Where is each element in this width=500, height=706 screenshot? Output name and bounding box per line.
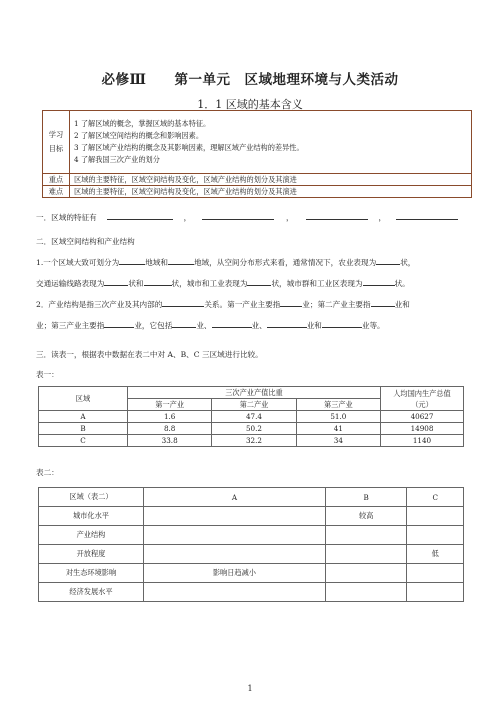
paragraph-2: 2．产业结构是指三次产业及其内部的 关系。第一产业主要指 业；第二产业主要指 业和 xyxy=(36,300,410,309)
answer-blank[interactable] xyxy=(202,211,274,220)
table-1-label: 表一： xyxy=(36,370,59,379)
goals-row-key xyxy=(43,174,472,186)
answer-cell[interactable] xyxy=(407,564,464,583)
answer-blank[interactable] xyxy=(396,211,458,220)
answer-cell[interactable]: 低 xyxy=(407,545,464,564)
answer-blank[interactable] xyxy=(119,256,145,265)
section-1-heading: 一．区域的特征有 xyxy=(36,213,97,222)
answer-cell[interactable] xyxy=(144,545,326,564)
answer-cell[interactable] xyxy=(407,507,464,526)
section-1: 一．区域的特征有 ， ， ， xyxy=(36,207,476,228)
table-row: 城市化水平 较高 xyxy=(39,507,464,526)
answer-blank[interactable] xyxy=(107,211,173,220)
answer-cell[interactable] xyxy=(325,545,407,564)
sub-col-tertiary: 第三产业 xyxy=(296,399,380,411)
difficult-point-label: 难点 xyxy=(43,186,70,198)
answer-cell[interactable] xyxy=(407,583,464,602)
table-row: 产业结构 xyxy=(39,526,464,545)
table-2-label: 表二： xyxy=(36,468,59,477)
answer-cell[interactable] xyxy=(144,583,326,602)
goals-row-difficult xyxy=(43,186,472,198)
answer-blank[interactable] xyxy=(371,298,395,307)
paragraph-2-cont: 业；第三产业主要指 业，它包括 业、 业、 业和 业等。 xyxy=(36,321,385,330)
table-row: 经济发展水平 xyxy=(39,583,464,602)
goals-table xyxy=(42,110,472,198)
answer-cell[interactable]: 较高 xyxy=(325,507,407,526)
study-goal-item: 2 了解区域空间结构的概念和影响因素。 xyxy=(74,131,204,140)
table-1 xyxy=(38,386,464,447)
answer-cell[interactable] xyxy=(325,583,407,602)
sub-col-secondary: 第二产业 xyxy=(212,399,296,411)
answer-cell[interactable] xyxy=(144,526,326,545)
page-number: 1 xyxy=(247,684,253,693)
col-ratio-header: 三次产业产值比重 xyxy=(128,387,381,399)
sub-col-primary: 第一产业 xyxy=(128,399,212,411)
answer-blank[interactable] xyxy=(322,319,362,328)
answer-blank[interactable] xyxy=(172,319,196,328)
answer-cell[interactable] xyxy=(325,526,407,545)
section-3-heading: 三．读表一，根据表中数据在表二中对 A、B、C 三区域进行比较。 xyxy=(36,350,263,359)
col-region-header: 区域 xyxy=(39,387,128,411)
study-goals-label: 学习目标 xyxy=(43,111,70,174)
table-1-header-row xyxy=(39,387,464,399)
answer-cell[interactable]: 影响日趋减小 xyxy=(144,564,326,583)
answer-blank[interactable] xyxy=(212,319,252,328)
answer-blank[interactable] xyxy=(104,277,128,286)
section-2 xyxy=(36,231,476,336)
study-goal-item: 1 了解区域的概念，掌握区域的基本特征。 xyxy=(74,119,211,128)
answer-cell[interactable] xyxy=(325,564,407,583)
table-row: A 1.6 47.4 51.0 40627 xyxy=(39,411,464,423)
goals-row-study xyxy=(43,111,472,174)
answer-blank[interactable] xyxy=(363,277,395,286)
table-row: B 8.8 50.2 41 14908 xyxy=(39,423,464,435)
answer-cell[interactable] xyxy=(144,507,326,526)
study-goals-list xyxy=(70,111,472,174)
key-point-text: 区域的主要特征，区域空间结构及变化，区域产业结构的划分及其演进 xyxy=(70,174,472,186)
table-2-header-row: 区域（表二） A B C xyxy=(39,488,464,507)
difficult-point-text: 区域的主要特征，区域空间结构及变化，区域产业结构的划分及其演进 xyxy=(70,186,472,198)
table-row: 开放程度 低 xyxy=(39,545,464,564)
paragraph-1: 1.一个区域大致可划分为 地域和 地域，从空间分布形式来看，通常情况下，农业表现为 状， xyxy=(36,258,416,267)
section-2-heading: 二．区域空间结构和产业结构 xyxy=(36,237,135,246)
answer-blank[interactable] xyxy=(247,277,271,286)
answer-blank[interactable] xyxy=(168,256,194,265)
col-gdp-header: 人均国内生产总值（元） xyxy=(381,387,464,411)
answer-blank[interactable] xyxy=(376,256,400,265)
answer-blank[interactable] xyxy=(144,277,172,286)
answer-blank[interactable] xyxy=(306,211,368,220)
answer-cell[interactable] xyxy=(407,526,464,545)
table-2 xyxy=(38,487,464,602)
key-point-label: 重点 xyxy=(43,174,70,186)
paragraph-1-cont: 交通运输线路表现为 状和 状，城市和工业表现为 状，城市群和工业区表现为 状。 xyxy=(36,279,410,288)
study-goal-item: 3 了解区域产业结构的概念及其影响因素，理解区域产业结构的差异性。 xyxy=(74,143,304,152)
page-title: 必修Ⅲ 第一单元 区域地理环境与人类活动 xyxy=(101,72,399,88)
answer-blank[interactable] xyxy=(267,319,307,328)
table-row: 对生态环境影响 影响日趋减小 xyxy=(39,564,464,583)
answer-blank[interactable] xyxy=(280,298,302,307)
answer-blank[interactable] xyxy=(104,319,134,328)
study-goal-item: 4 了解我国三次产业的划分 xyxy=(74,155,160,164)
answer-blank[interactable] xyxy=(162,298,204,307)
table-row: C 33.8 32.2 34 1140 xyxy=(39,435,464,447)
section-subtitle: 1．1 区域的基本含义 xyxy=(197,98,303,111)
